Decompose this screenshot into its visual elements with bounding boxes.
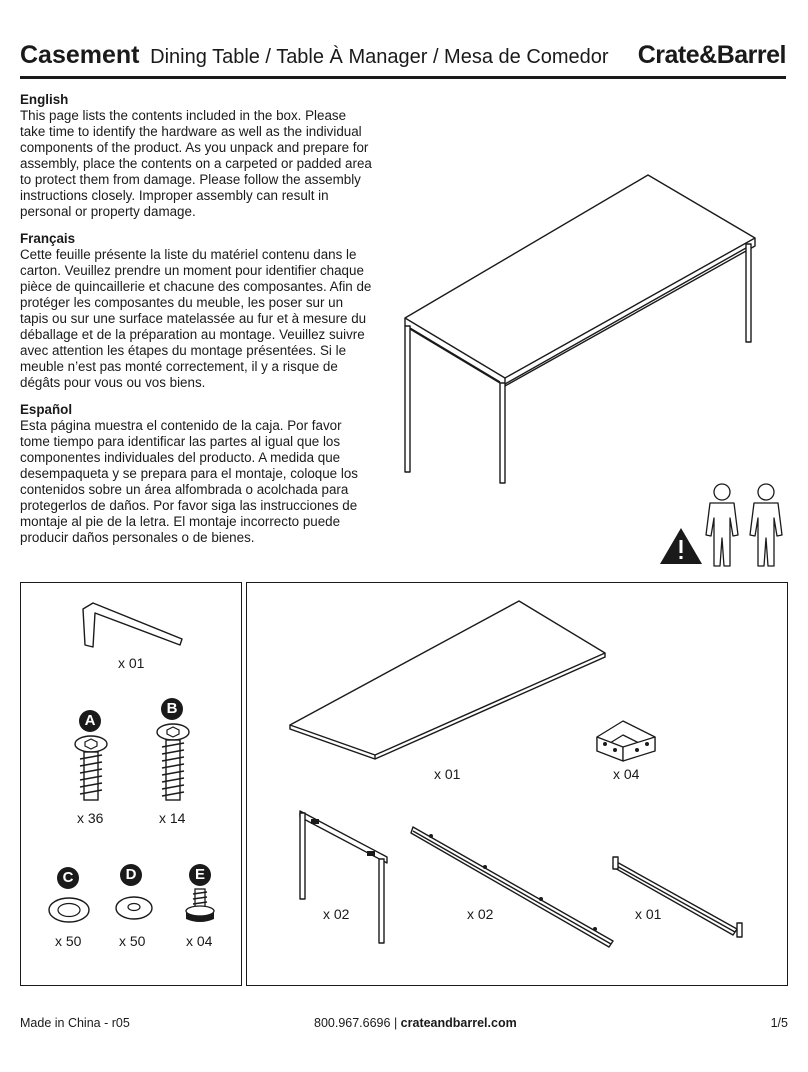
- leveler-e-icon: [181, 887, 219, 927]
- french-body: Cette feuille présente la liste du matériel contenu dans le carton. Veuillez prendre un moment pour identifier chaque pièce de quincaillerie et chacune des composantes. Afin de protéger les composantes du meuble, les poser sur un tapis ou sur une surface matelassée au fur et à mesure du déballage et de la préparation au montage. Veuillez suivre avec attention les étapes du montage présentées. Si le meuble n’est pas monté correctement, il y a risque de dégâts pour vous ou vos biens.: [20, 247, 372, 390]
- hardware-panel: [20, 582, 242, 986]
- english-section: [20, 92, 375, 220]
- hardware-e-quantity: x 04: [186, 933, 213, 949]
- warning-triangle-icon: [660, 528, 702, 564]
- hardware-a-quantity: x 36: [77, 810, 104, 826]
- brand-logo: Crate&Barrel: [637, 41, 786, 69]
- hardware-d-quantity: x 50: [119, 933, 146, 949]
- corner-bracket-icon: [593, 717, 659, 763]
- hardware-c-badge: C: [57, 867, 79, 889]
- screw-a-icon: [71, 735, 111, 805]
- bracket-quantity: x 04: [613, 766, 640, 782]
- website-link[interactable]: crateandbarrel.com: [400, 1016, 517, 1030]
- hardware-c-quantity: x 50: [55, 933, 82, 949]
- assembled-table-illustration: [400, 170, 760, 490]
- allen-key-icon: [79, 599, 185, 651]
- person-icon: [750, 484, 782, 566]
- page-number: 1/5: [770, 1016, 788, 1030]
- short-rail-quantity: x 01: [635, 906, 662, 922]
- english-heading: English: [20, 92, 69, 107]
- washer-d-icon: [114, 893, 154, 923]
- page-title: [20, 41, 609, 70]
- spanish-section: [20, 402, 375, 546]
- hardware-d-badge: D: [120, 864, 142, 886]
- washer-c-icon: [47, 895, 91, 925]
- product-subtitle: Dining Table / Table À Manager / Mesa de Comedor: [150, 46, 609, 68]
- hardware-e-badge: E: [189, 864, 211, 886]
- tabletop-panel-icon: [287, 597, 609, 763]
- leg-frame-icon: [295, 807, 391, 947]
- two-person-assembly-icon: [660, 480, 790, 570]
- hardware-b-quantity: x 14: [159, 810, 186, 826]
- french-section: [20, 231, 375, 391]
- french-heading: Français: [20, 231, 76, 246]
- spanish-body: Esta página muestra el contenido de la caja. Por favor tome tiempo para identificar las partes al igual que los componentes individuales del producto. A medida que desempaqueta y se prepara para el montaje, coloque los contenidos sobre un área alfombrada o acolchada para protegerlos de daños. Por favor siga las instrucciones de montaje al pie de la letra. El montaje incorrecto puede producir daños personales o de bienes.: [20, 418, 358, 545]
- origin-note: Made in China - r05: [20, 1016, 130, 1030]
- contact-line: [314, 1016, 517, 1030]
- long-rail-quantity: x 02: [467, 906, 494, 922]
- page-header: [20, 36, 786, 79]
- english-body: This page lists the contents included in the box. Please take time to identify the hardware as well as the individual components of the product. As you unpack and prepare for assembly, place the contents on a carpeted or padded area to protect them from damage. Please follow the assembly instructions closely. Improper assembly can result in personal or property damage.: [20, 108, 372, 219]
- product-name: Casement: [20, 41, 140, 69]
- hardware-a-badge: A: [79, 710, 101, 732]
- long-rail-icon: [409, 823, 619, 953]
- phone-number: 800.967.6696 |: [314, 1016, 398, 1030]
- spanish-heading: Español: [20, 402, 73, 417]
- screw-b-icon: [153, 723, 193, 805]
- components-panel: [246, 582, 788, 986]
- short-rail-icon: [611, 855, 747, 943]
- leg-frame-quantity: x 02: [323, 906, 350, 922]
- allen-key-quantity: x 01: [118, 655, 145, 671]
- person-icon: [706, 484, 738, 566]
- hardware-b-badge: B: [161, 698, 183, 720]
- tabletop-quantity: x 01: [434, 766, 461, 782]
